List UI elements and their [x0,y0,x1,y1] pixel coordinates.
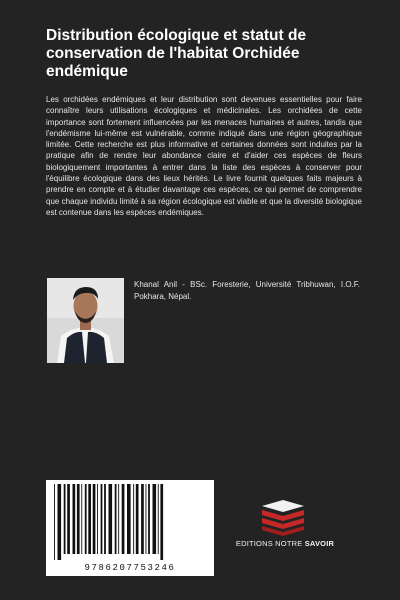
book-title: Distribution écologique et statut de conservation de l'habitat Orchidée endémique [46,27,307,80]
author-bio: Khanal Anil - BSc. Foresterie, Université Tribhuwan, I.O.F. Pokhara, Népal. [134,280,360,301]
barcode-bar [148,484,150,554]
barcode-bar [88,484,91,554]
barcode-bar [153,484,157,554]
barcode-bar [101,484,103,554]
barcode-bar [122,484,125,554]
barcode [46,480,214,576]
barcode-bar [141,484,144,554]
barcode-bar [160,484,163,560]
barcode-bar [136,484,139,554]
publisher-brand: SAVOIR [304,539,335,548]
barcode-bar [85,484,87,554]
barcode-bar [115,484,117,554]
publisher-logo-icon [248,496,318,536]
isbn-number: 9786207753246 [84,563,176,573]
barcode-bar [73,484,76,554]
barcode-bar [109,484,113,554]
barcode-bar [93,484,96,554]
barcode-bar [64,484,66,554]
publisher-prefix: EDITIONS NOTRE [235,539,305,548]
barcode-bar [146,484,147,554]
barcode-bar [54,484,55,560]
barcode-bar [67,484,70,554]
barcode-bar [77,484,80,554]
barcode-bar [158,484,159,554]
author-photo [47,278,124,363]
barcode-bar [97,484,98,554]
publisher-name [222,539,348,548]
barcode-bar [127,484,131,554]
barcode-bar [104,484,106,554]
book-description: Les orchidées endémiques et leur distribution sont devenues essentielles pour faire connaître leurs utilisations écologiques et médicinales. Les orchidées de cette importance sont fortement influencées par les menaces humaines et autres, tandis que l'endémisme lui-même est vulnérable, comme indiqué dans une région géographique limitée. Cette recherche est plus informative et certaines données sont induites par la pratique afin de rendre leur abondance claire et d'aider ces espèces de fleurs biologiquement importantes à entrer dans la liste des espèces à conserver pour l'équilibre écologique dans des lieux hérités. Le livre fournit quelques faits majeurs à prendre en compte et à étudier davantage ces espèces, ce qui permet de comprendre que chaque individu limité à sa région écologique est viable et que la diversité biologique est contenue dans les espèces endémiques. [46,95,362,217]
barcode-bar [81,484,82,554]
barcode-bar [133,484,134,554]
barcode-bar [118,484,119,554]
barcode-bar [58,484,62,560]
barcode-bars [50,484,210,560]
